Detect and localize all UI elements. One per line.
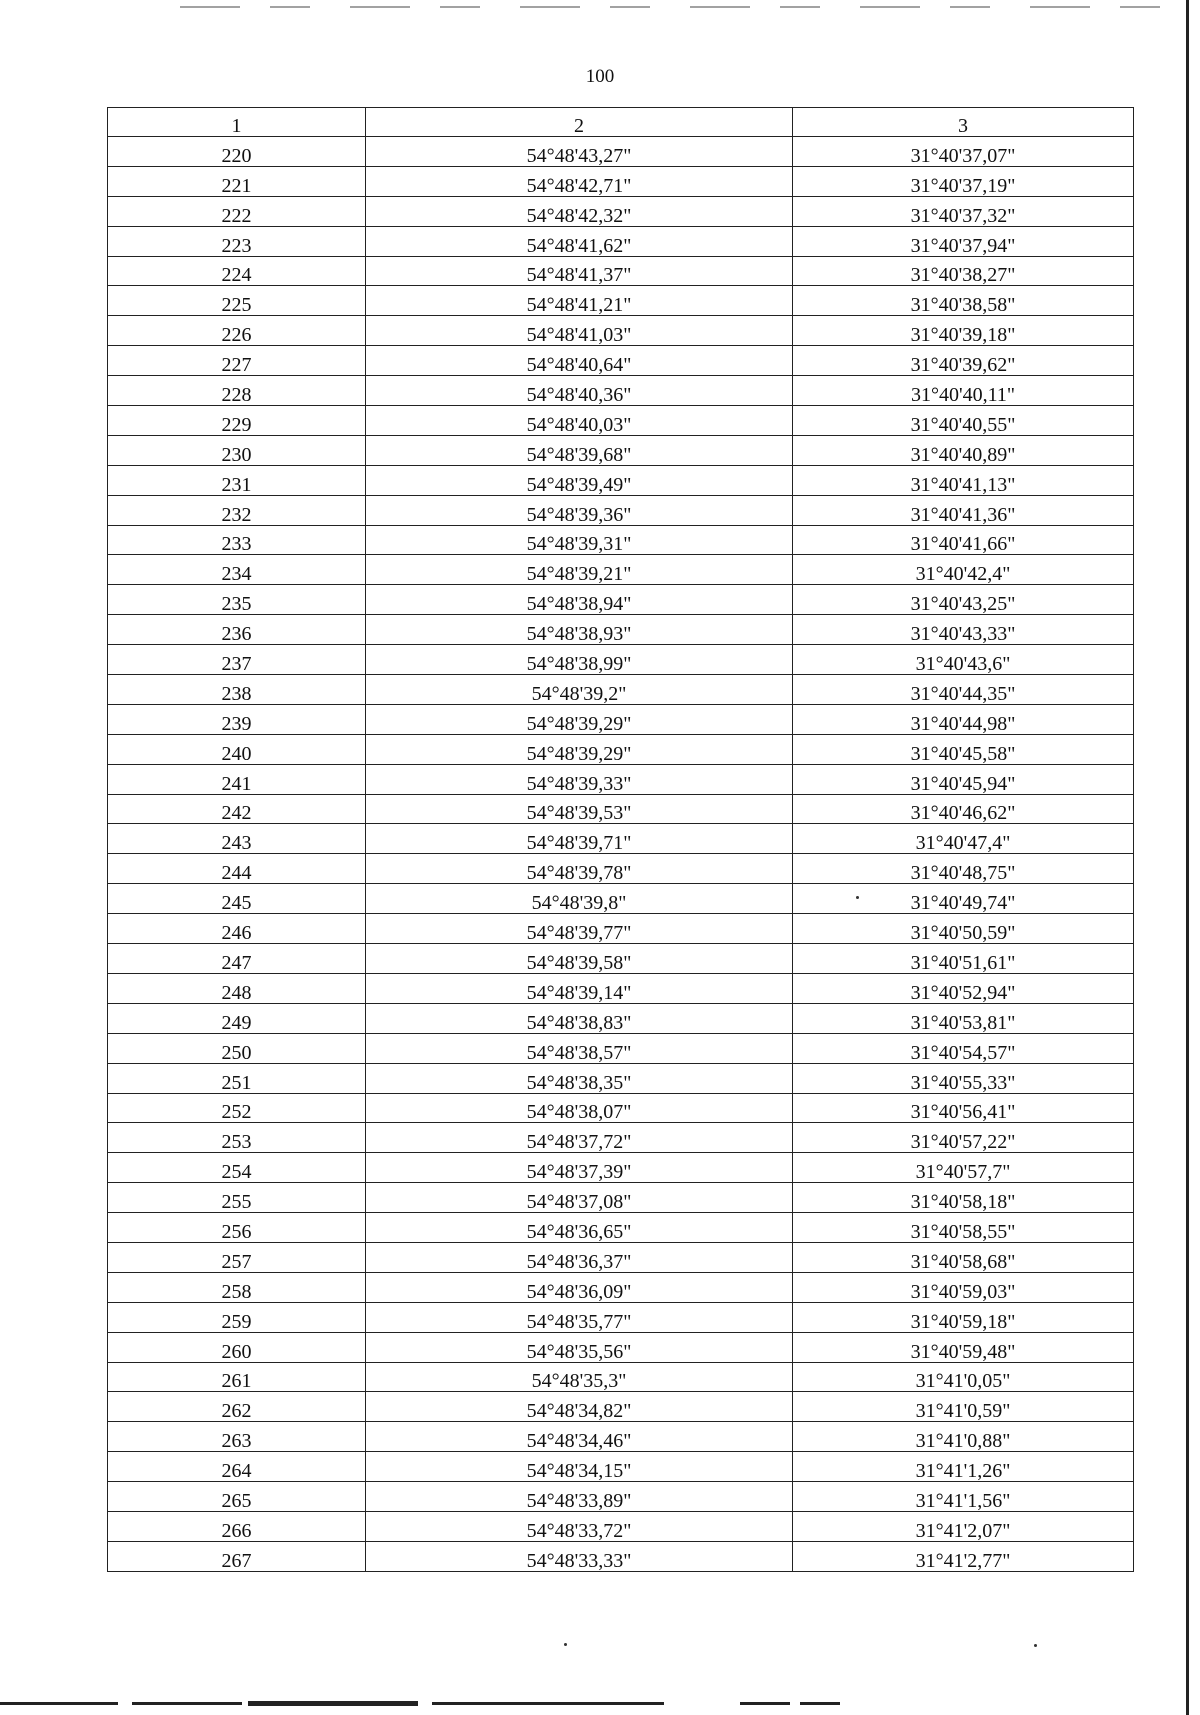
table-row — [108, 1123, 1134, 1153]
table-row — [108, 884, 1134, 914]
table-row — [108, 1183, 1134, 1213]
scan-speck — [1034, 1644, 1037, 1647]
table-row — [108, 137, 1134, 167]
page-number: 100 — [585, 66, 615, 87]
table-row — [108, 525, 1134, 555]
cell-latitude: 54°48'34,15" — [366, 1452, 793, 1482]
cell-point-number: 263 — [108, 1422, 366, 1452]
cell-point-number: 262 — [108, 1392, 366, 1422]
table-row — [108, 1213, 1134, 1243]
cell-longitude: 31°41'0,05" — [793, 1362, 1134, 1392]
cell-latitude: 54°48'39,58" — [366, 944, 793, 974]
cell-longitude: 31°40'41,66" — [793, 525, 1134, 555]
cell-longitude: 31°40'56,41" — [793, 1093, 1134, 1123]
table-row — [108, 465, 1134, 495]
cell-point-number: 250 — [108, 1033, 366, 1063]
cell-longitude: 31°40'58,55" — [793, 1213, 1134, 1243]
cell-latitude: 54°48'39,29" — [366, 734, 793, 764]
table-row — [108, 1153, 1134, 1183]
cell-point-number: 242 — [108, 794, 366, 824]
table-row — [108, 1272, 1134, 1302]
cell-latitude: 54°48'39,31" — [366, 525, 793, 555]
table-row — [108, 944, 1134, 974]
cell-point-number: 220 — [108, 137, 366, 167]
cell-longitude: 31°40'37,07" — [793, 137, 1134, 167]
cell-point-number: 232 — [108, 495, 366, 525]
cell-longitude: 31°41'1,56" — [793, 1482, 1134, 1512]
cell-latitude: 54°48'35,77" — [366, 1302, 793, 1332]
cell-longitude: 31°40'44,35" — [793, 675, 1134, 705]
cell-longitude: 31°40'40,89" — [793, 435, 1134, 465]
table-row — [108, 1302, 1134, 1332]
cell-latitude: 54°48'37,72" — [366, 1123, 793, 1153]
cell-point-number: 236 — [108, 615, 366, 645]
cell-point-number: 249 — [108, 1003, 366, 1033]
cell-point-number: 226 — [108, 316, 366, 346]
cell-point-number: 261 — [108, 1362, 366, 1392]
table-row — [108, 854, 1134, 884]
cell-point-number: 223 — [108, 226, 366, 256]
table-row — [108, 1422, 1134, 1452]
table-row — [108, 1362, 1134, 1392]
cell-latitude: 54°48'38,99" — [366, 645, 793, 675]
cell-longitude: 31°41'1,26" — [793, 1452, 1134, 1482]
table-row — [108, 1093, 1134, 1123]
cell-point-number: 259 — [108, 1302, 366, 1332]
table-row — [108, 286, 1134, 316]
cell-longitude: 31°40'53,81" — [793, 1003, 1134, 1033]
cell-latitude: 54°48'38,83" — [366, 1003, 793, 1033]
cell-point-number: 227 — [108, 346, 366, 376]
cell-point-number: 266 — [108, 1511, 366, 1541]
cell-point-number: 231 — [108, 465, 366, 495]
cell-latitude: 54°48'34,46" — [366, 1422, 793, 1452]
cell-longitude: 31°40'57,22" — [793, 1123, 1134, 1153]
table-row — [108, 615, 1134, 645]
table-row — [108, 316, 1134, 346]
table-row — [108, 1003, 1134, 1033]
cell-latitude: 54°48'40,36" — [366, 376, 793, 406]
cell-longitude: 31°40'59,03" — [793, 1272, 1134, 1302]
cell-latitude: 54°48'39,21" — [366, 555, 793, 585]
scan-speck — [564, 1643, 567, 1646]
cell-point-number: 240 — [108, 734, 366, 764]
cell-latitude: 54°48'36,09" — [366, 1272, 793, 1302]
table-row — [108, 764, 1134, 794]
table-row — [108, 376, 1134, 406]
cell-longitude: 31°40'47,4" — [793, 824, 1134, 854]
table-row — [108, 1452, 1134, 1482]
table-row — [108, 555, 1134, 585]
cell-latitude: 54°48'43,27" — [366, 137, 793, 167]
cell-longitude: 31°40'51,61" — [793, 944, 1134, 974]
cell-point-number: 258 — [108, 1272, 366, 1302]
cell-latitude: 54°48'37,08" — [366, 1183, 793, 1213]
cell-longitude: 31°41'0,59" — [793, 1392, 1134, 1422]
cell-longitude: 31°40'38,58" — [793, 286, 1134, 316]
cell-longitude: 31°40'37,19" — [793, 166, 1134, 196]
header-cell-number: 1 — [108, 108, 366, 137]
cell-longitude: 31°40'57,7" — [793, 1153, 1134, 1183]
cell-latitude: 54°48'38,93" — [366, 615, 793, 645]
cell-longitude: 31°40'43,6" — [793, 645, 1134, 675]
table-row — [108, 1242, 1134, 1272]
cell-point-number: 228 — [108, 376, 366, 406]
table-row — [108, 1392, 1134, 1422]
cell-point-number: 256 — [108, 1213, 366, 1243]
cell-point-number: 241 — [108, 764, 366, 794]
table-row — [108, 1482, 1134, 1512]
cell-longitude: 31°40'41,13" — [793, 465, 1134, 495]
cell-latitude: 54°48'39,53" — [366, 794, 793, 824]
cell-point-number: 260 — [108, 1332, 366, 1362]
cell-latitude: 54°48'37,39" — [366, 1153, 793, 1183]
cell-latitude: 54°48'33,89" — [366, 1482, 793, 1512]
scan-bottom-edge — [0, 1700, 1186, 1710]
cell-latitude: 54°48'38,07" — [366, 1093, 793, 1123]
cell-point-number: 239 — [108, 704, 366, 734]
table-row — [108, 794, 1134, 824]
header-cell-longitude: 3 — [793, 108, 1134, 137]
scan-speck — [856, 896, 859, 899]
cell-point-number: 252 — [108, 1093, 366, 1123]
cell-longitude: 31°40'45,58" — [793, 734, 1134, 764]
cell-point-number: 233 — [108, 525, 366, 555]
cell-latitude: 54°48'42,71" — [366, 166, 793, 196]
cell-latitude: 54°48'39,68" — [366, 435, 793, 465]
cell-latitude: 54°48'41,62" — [366, 226, 793, 256]
table-body — [108, 137, 1134, 1572]
cell-longitude: 31°40'52,94" — [793, 973, 1134, 1003]
table-row — [108, 226, 1134, 256]
cell-latitude: 54°48'39,8" — [366, 884, 793, 914]
cell-longitude: 31°40'40,55" — [793, 406, 1134, 436]
cell-point-number: 244 — [108, 854, 366, 884]
cell-latitude: 54°48'36,65" — [366, 1213, 793, 1243]
cell-longitude: 31°40'46,62" — [793, 794, 1134, 824]
cell-longitude: 31°40'43,33" — [793, 615, 1134, 645]
cell-latitude: 54°48'40,64" — [366, 346, 793, 376]
cell-point-number: 222 — [108, 196, 366, 226]
cell-point-number: 247 — [108, 944, 366, 974]
cell-point-number: 225 — [108, 286, 366, 316]
table-row — [108, 675, 1134, 705]
table-row — [108, 704, 1134, 734]
table-row — [108, 196, 1134, 226]
table-header-row — [108, 108, 1134, 137]
cell-longitude: 31°40'55,33" — [793, 1063, 1134, 1093]
cell-latitude: 54°48'41,03" — [366, 316, 793, 346]
cell-latitude: 54°48'38,94" — [366, 585, 793, 615]
cell-latitude: 54°48'35,56" — [366, 1332, 793, 1362]
table-row — [108, 914, 1134, 944]
table-row — [108, 495, 1134, 525]
cell-point-number: 267 — [108, 1541, 366, 1571]
cell-point-number: 237 — [108, 645, 366, 675]
cell-longitude: 31°40'39,62" — [793, 346, 1134, 376]
cell-point-number: 253 — [108, 1123, 366, 1153]
cell-latitude: 54°48'39,77" — [366, 914, 793, 944]
table-row — [108, 1541, 1134, 1571]
cell-latitude: 54°48'39,78" — [366, 854, 793, 884]
cell-point-number: 243 — [108, 824, 366, 854]
cell-longitude: 31°40'45,94" — [793, 764, 1134, 794]
cell-latitude: 54°48'41,37" — [366, 256, 793, 286]
cell-latitude: 54°48'39,14" — [366, 973, 793, 1003]
cell-longitude: 31°40'37,32" — [793, 196, 1134, 226]
cell-point-number: 265 — [108, 1482, 366, 1512]
table-row — [108, 346, 1134, 376]
cell-latitude: 54°48'38,35" — [366, 1063, 793, 1093]
header-cell-latitude: 2 — [366, 108, 793, 137]
table-row — [108, 645, 1134, 675]
table-header — [108, 108, 1134, 137]
cell-point-number: 246 — [108, 914, 366, 944]
cell-longitude: 31°40'59,48" — [793, 1332, 1134, 1362]
cell-latitude: 54°48'40,03" — [366, 406, 793, 436]
cell-latitude: 54°48'33,72" — [366, 1511, 793, 1541]
cell-point-number: 251 — [108, 1063, 366, 1093]
cell-latitude: 54°48'38,57" — [366, 1033, 793, 1063]
cell-longitude: 31°40'58,68" — [793, 1242, 1134, 1272]
cell-longitude: 31°40'39,18" — [793, 316, 1134, 346]
table-row — [108, 973, 1134, 1003]
cell-latitude: 54°48'42,32" — [366, 196, 793, 226]
table-row — [108, 435, 1134, 465]
cell-latitude: 54°48'39,71" — [366, 824, 793, 854]
cell-latitude: 54°48'39,2" — [366, 675, 793, 705]
scan-top-edge — [180, 6, 1160, 8]
table-row — [108, 406, 1134, 436]
cell-point-number: 254 — [108, 1153, 366, 1183]
cell-point-number: 235 — [108, 585, 366, 615]
cell-longitude: 31°40'38,27" — [793, 256, 1134, 286]
cell-point-number: 221 — [108, 166, 366, 196]
cell-point-number: 248 — [108, 973, 366, 1003]
cell-latitude: 54°48'36,37" — [366, 1242, 793, 1272]
cell-longitude: 31°40'42,4" — [793, 555, 1134, 585]
cell-latitude: 54°48'39,29" — [366, 704, 793, 734]
cell-longitude: 31°40'41,36" — [793, 495, 1134, 525]
cell-longitude: 31°41'0,88" — [793, 1422, 1134, 1452]
table-row — [108, 1511, 1134, 1541]
table-row — [108, 585, 1134, 615]
cell-latitude: 54°48'39,36" — [366, 495, 793, 525]
cell-point-number: 224 — [108, 256, 366, 286]
cell-latitude: 54°48'41,21" — [366, 286, 793, 316]
cell-point-number: 229 — [108, 406, 366, 436]
table-row — [108, 824, 1134, 854]
table-row — [108, 1332, 1134, 1362]
cell-latitude: 54°48'39,49" — [366, 465, 793, 495]
cell-point-number: 257 — [108, 1242, 366, 1272]
cell-point-number: 238 — [108, 675, 366, 705]
cell-point-number: 255 — [108, 1183, 366, 1213]
table-row — [108, 1033, 1134, 1063]
cell-longitude: 31°40'37,94" — [793, 226, 1134, 256]
cell-latitude: 54°48'33,33" — [366, 1541, 793, 1571]
table-row — [108, 256, 1134, 286]
coordinates-table — [107, 107, 1134, 1572]
table-row — [108, 1063, 1134, 1093]
cell-longitude: 31°40'44,98" — [793, 704, 1134, 734]
cell-longitude: 31°41'2,07" — [793, 1511, 1134, 1541]
cell-longitude: 31°40'49,74" — [793, 884, 1134, 914]
cell-longitude: 31°41'2,77" — [793, 1541, 1134, 1571]
cell-point-number: 264 — [108, 1452, 366, 1482]
cell-point-number: 245 — [108, 884, 366, 914]
cell-latitude: 54°48'34,82" — [366, 1392, 793, 1422]
cell-point-number: 234 — [108, 555, 366, 585]
cell-longitude: 31°40'58,18" — [793, 1183, 1134, 1213]
cell-longitude: 31°40'48,75" — [793, 854, 1134, 884]
cell-longitude: 31°40'50,59" — [793, 914, 1134, 944]
cell-longitude: 31°40'40,11" — [793, 376, 1134, 406]
cell-latitude: 54°48'39,33" — [366, 764, 793, 794]
cell-longitude: 31°40'43,25" — [793, 585, 1134, 615]
table-row — [108, 734, 1134, 764]
cell-point-number: 230 — [108, 435, 366, 465]
cell-longitude: 31°40'59,18" — [793, 1302, 1134, 1332]
cell-latitude: 54°48'35,3" — [366, 1362, 793, 1392]
scan-right-edge — [1186, 0, 1189, 1715]
cell-longitude: 31°40'54,57" — [793, 1033, 1134, 1063]
table-row — [108, 166, 1134, 196]
